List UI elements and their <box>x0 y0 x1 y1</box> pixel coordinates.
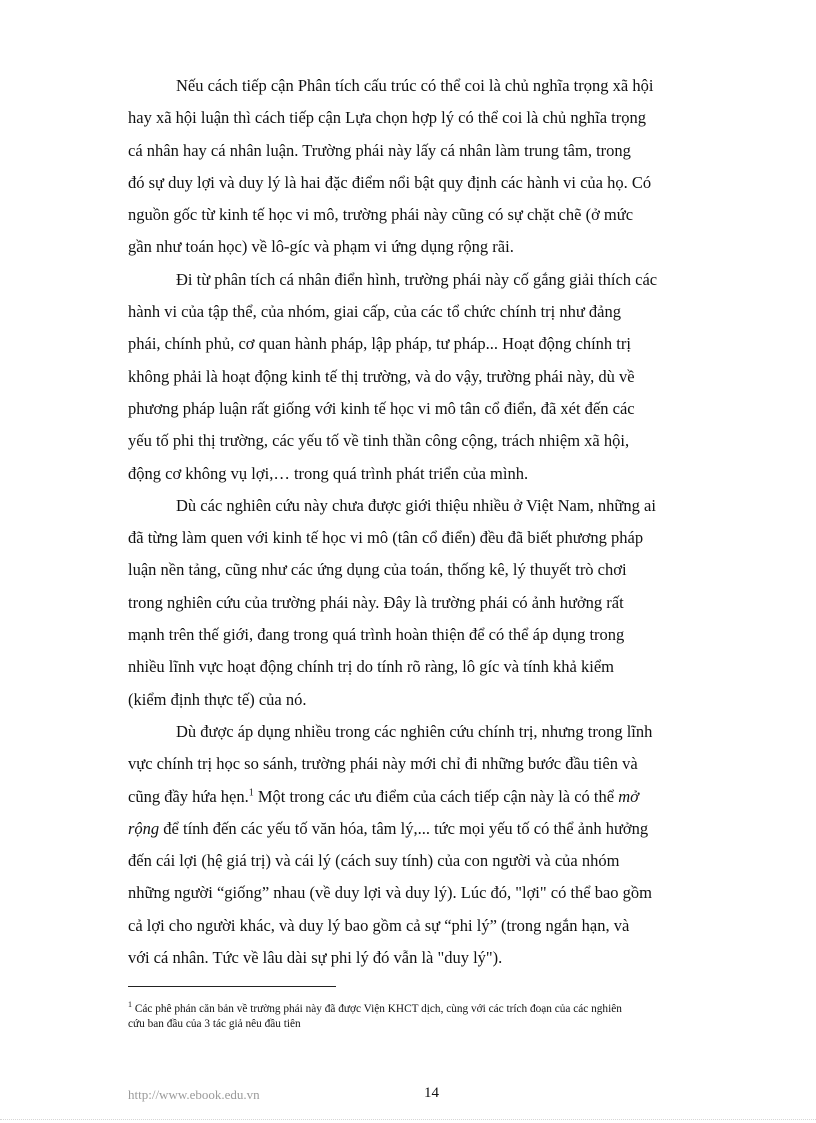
page-number: 14 <box>424 1085 439 1101</box>
italic-term: rộng <box>128 818 160 838</box>
footnote-reference[interactable]: 1 <box>248 787 254 799</box>
text-line: với cá nhân. Tức về lâu dài sự phi lý đó vẫn là "duy lý"). <box>128 948 503 968</box>
text-line: trong nghiên cứu của trường phái này. Đây là trường phái có ảnh hưởng rất <box>128 592 624 612</box>
footnote-line <box>128 1002 738 1017</box>
footnote-text: Các phê phán căn bản về trường phái này đã được Viện KHCT dịch, cùng với các trích đoạn của các nghiên <box>134 1003 622 1015</box>
footer-link[interactable]: http://www.ebook.edu.vn <box>128 1087 260 1102</box>
text-line: không phải là hoạt động kinh tế thị trường, và do vậy, trường phái này, dù về <box>128 366 635 386</box>
text-line: luận nền tảng, cũng như các ứng dụng của toán, thống kê, lý thuyết trò chơi <box>128 560 627 580</box>
footnote-line: cứu ban đầu của 3 tác giả nêu đầu tiên <box>128 1018 301 1030</box>
text-line: cá nhân hay cá nhân luận. Trường phái này lấy cá nhân làm trung tâm, trong <box>128 140 631 160</box>
bottom-divider <box>0 1119 816 1120</box>
text-line: hành vi của tập thể, của nhóm, giai cấp, của các tổ chức chính trị như đảng <box>128 302 621 322</box>
paragraph-1 <box>128 70 698 264</box>
text-line: vực chính trị học so sánh, trường phái này mới chỉ đi những bước đầu tiên và <box>128 754 638 774</box>
text-line: Nếu cách tiếp cận Phân tích cấu trúc có thể coi là chủ nghĩa trọng xã hội <box>176 76 654 95</box>
text-line: gần như toán học) về lô-gíc và phạm vi ứng dụng rộng rãi. <box>128 237 514 257</box>
text-line <box>128 781 698 813</box>
text-line: hay xã hội luận thì cách tiếp cận Lựa chọn hợp lý có thể coi là chủ nghĩa trọng <box>128 108 647 128</box>
paragraph-2 <box>128 264 698 490</box>
text-line: cả lợi cho người khác, và duy lý bao gồm cả sự “phi lý” (trong ngắn hạn, và <box>128 915 630 935</box>
footnote <box>128 1002 738 1032</box>
footnote-mark: 1 <box>128 1000 132 1010</box>
text-line: nhiều lĩnh vực hoạt động chính trị do tính rõ ràng, lô gíc và tính khả kiểm <box>128 657 614 677</box>
text-line: phái, chính phủ, cơ quan hành pháp, lập pháp, tư pháp... Hoạt động chính trị <box>128 334 631 354</box>
paragraph-3 <box>128 490 698 716</box>
text-line: nguồn gốc từ kinh tế học vi mô, trường phái này cũng có sự chặt chẽ (ở mức <box>128 205 634 225</box>
text-run: cũng đầy hứa hẹn. <box>128 786 249 806</box>
text-line <box>128 813 698 845</box>
italic-term: mở <box>618 786 639 806</box>
text-line: Dù được áp dụng nhiều trong các nghiên cứu chính trị, nhưng trong lĩnh <box>176 721 653 741</box>
text-line: phương pháp luận rất giống với kinh tế học vi mô tân cổ điển, đã xét đến các <box>128 398 635 418</box>
text-line: Đi từ phân tích cá nhân điển hình, trường phái này cố gắng giải thích các <box>176 269 658 289</box>
text-run: để tính đến các yếu tố văn hóa, tâm lý,... tức mọi yếu tố có thể ảnh hưởng <box>159 818 649 838</box>
paragraph-4 <box>128 716 698 974</box>
text-line: yếu tố phi thị trường, các yếu tố về tinh thần công cộng, trách nhiệm xã hội, <box>128 431 630 451</box>
text-line: động cơ không vụ lợi,… trong quá trình phát triển của mình. <box>128 463 529 483</box>
text-line: đã từng làm quen với kinh tế học vi mô (tân cổ điển) đều đã biết phương pháp <box>128 528 644 548</box>
footnote-separator <box>128 986 336 987</box>
text-line: mạnh trên thế giới, đang trong quá trình hoàn thiện để có thể áp dụng trong <box>128 625 625 645</box>
body-text <box>128 70 698 974</box>
text-line: Dù các nghiên cứu này chưa được giới thiệu nhiều ở Việt Nam, những ai <box>176 495 656 515</box>
text-line: đến cái lợi (hệ giá trị) và cái lý (cách suy tính) của con người và của nhóm <box>128 851 620 871</box>
text-line: đó sự duy lợi và duy lý là hai đặc điểm nổi bật quy định các hành vi của họ. Có <box>128 172 652 192</box>
text-line: (kiểm định thực tế) của nó. <box>128 689 307 709</box>
text-line: những người “giống” nhau (về duy lợi và duy lý). Lúc đó, "lợi" có thể bao gồm <box>128 883 653 903</box>
text-run: Một trong các ưu điểm của cách tiếp cận này là có thể <box>253 786 619 806</box>
